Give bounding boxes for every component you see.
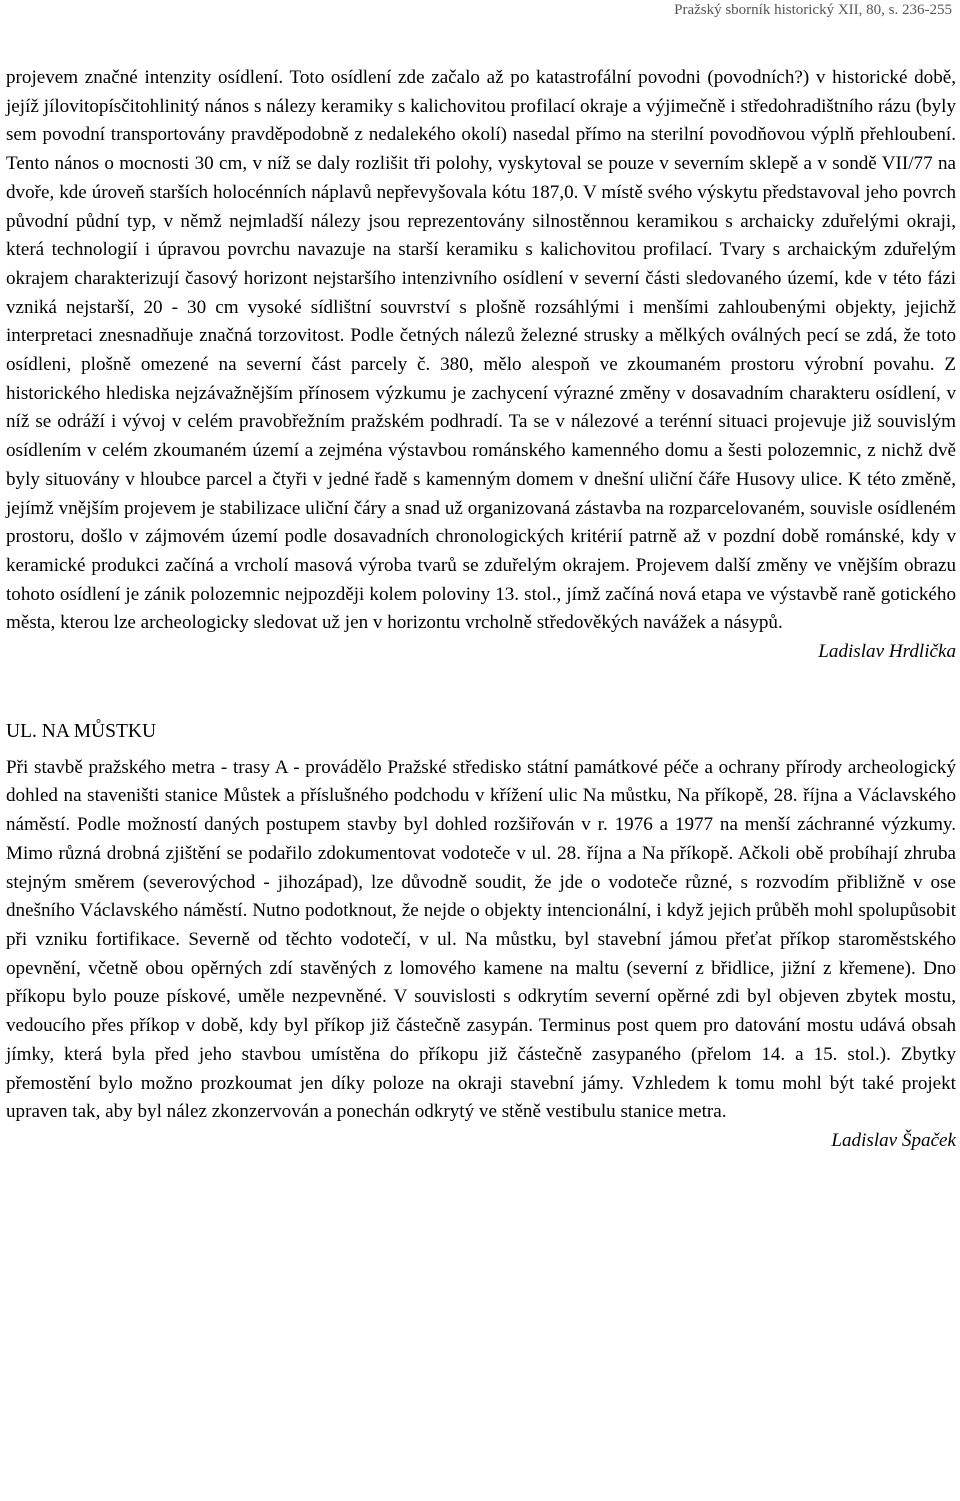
author-signature: Ladislav Špaček (831, 1129, 956, 1151)
article-paragraph: Při stavbě pražského metra - trasy A - provádělo Pražské středisko státní památkové péče a ochrany přírody archeologický dohled na staveništi stanice Můstek a příslušného podchodu v křížení ulic Na můstku, Na příkopě, 28. října a Václavského náměstí. Podle možností daných postupem stavby byl dohled rozšiřován v r. 1976 a 1977 na menší záchranné výzkumy. Mimo různá drobná zjištění se podařilo zdokumentovat vodoteče v ul. 28. října a Na příkopě. Ačkoli obě probíhají zhruba stejným směrem (severovýchod - jihozápad), lze důvodně soudit, že jde o vodoteče různé, s rozvodím přibližně v ose dnešního Václavského náměstí. Nutno podotknout, že nejde o objekty intencionální, i když jejich průběh mohl spolupůsobit při vzniku fortifikace. Severně od těchto vodotečí, v ul. Na můstku, byl stavební jámou přeťat příkop staroměstského opevnění, včetně obou opěrných zdí stavěných z lomového kamene na maltu (severní z břidlice, jižní z křemene). Dno příkopu bylo pouze pískové, uměle nezpevněné. V souvislosti s odkrytím severní opěrné zdi byl objeven zbytek mostu, vedoucího přes příkop v době, kdy byl příkop již částečně zasypán. Terminus post quem pro datování mostu udává obsah jímky, která byla před jeho stavbou umístěna do příkopu již částečně zasypaného (přelom 14. a 15. stol.). Zbytky přemostění bylo možno prozkoumat jen díky poloze na okraji stavební jámy. Vzhledem k tomu mohl být také projekt upraven tak, aby byl nález zkonzervován a ponechán odkrytý ve stěně vestibulu stanice metra. (6, 756, 956, 1123)
author-signature: Ladislav Hrdlička (818, 641, 956, 663)
article-body (6, 64, 956, 1156)
running-header: Pražský sborník historický XII, 80, s. 236-255 (674, 2, 952, 18)
section-heading: UL. NA MŮSTKU (6, 720, 157, 742)
article-paragraph: projevem značné intenzity osídlení. Toto osídlení zde začalo až po katastrofální povodni (povodních?) v historické době, jejíž jílovitopísčitohlinitý nános s nálezy keramiky s kalichovitou profilací okraje a výjimečně i středohradištního rázu (byly sem povodní transportovány pravděpodobně z nedalekého okolí) nasedal přímo na sterilní povodňovou výplň přehloubení. Tento nános o mocnosti 30 cm, v níž se daly rozlišit tři polohy, vyskytoval se pouze v severním sklepě a v sondě VII/77 na dvoře, kde úroveň starších holocénních náplavů nepřevyšovala kótu 187,0. V místě svého výskytu představoval jeho povrch původní půdní typ, v němž nejmladší nálezy jsou reprezentovány silnostěnnou keramikou s archaicky zduřelými okraji, která technologií i úpravou povrchu navazuje na starší keramiku s kalichovitou profilací. Tvary s archaickým zduřelým okrajem charakterizují časový horizont nejstaršího intenzivního osídlení v severní části sledovaného území, kde v této fázi vzniká nejstarší, 20 - 30 cm vysoké sídlištní souvrství s plošně rozsáhlými i menšími zahloubenými objekty, jejichž interpretaci znesnadňuje značná torzovitost. Podle četných nálezů železné strusky a mělkých oválných pecí se zdá, že toto osídleni, plošně omezené na severní část parcely č. 380, mělo alespoň ve zkoumaném prostoru výrobní povahu. Z historického hlediska nejzávažnějším přínosem výzkumu je zachycení výrazné změny v dosavadním charakteru osídlení, v níž se odráží i vývoj v celém pravobřežním pražském podhradí. Ta se v nálezové a terénní situaci projevuje již souvislým osídlením v celém zkoumaném území a zejména výstavbou románského kamenného domu a šesti polozemnic, z nichž dvě byly situovány v hloubce parcel a čtyři v jedné řadě s kamenným domem v dnešní uliční čáře Husovy ulice. K této změně, jejímž vnějším projevem je stabilizace uliční čáry a snad už organizovaná zástavba na rozparcelovaném, souvisle osídleném prostoru, došlo v zájmovém území podle dosavadních chronologických kritérií patrně až v pozdní době románské, kdy v keramické produkci začíná a vrcholí masová výroba tvarů se zduřelým okrajem. Projevem další změny ve vnějším obrazu tohoto osídlení je zánik polozemnic nejpozději kolem poloviny 13. stol., jímž začíná nová etapa ve výstavbě raně gotického města, kterou lze archeologicky sledovat už jen v horizontu vrcholně středověkých navážek a násypů. (6, 67, 956, 634)
